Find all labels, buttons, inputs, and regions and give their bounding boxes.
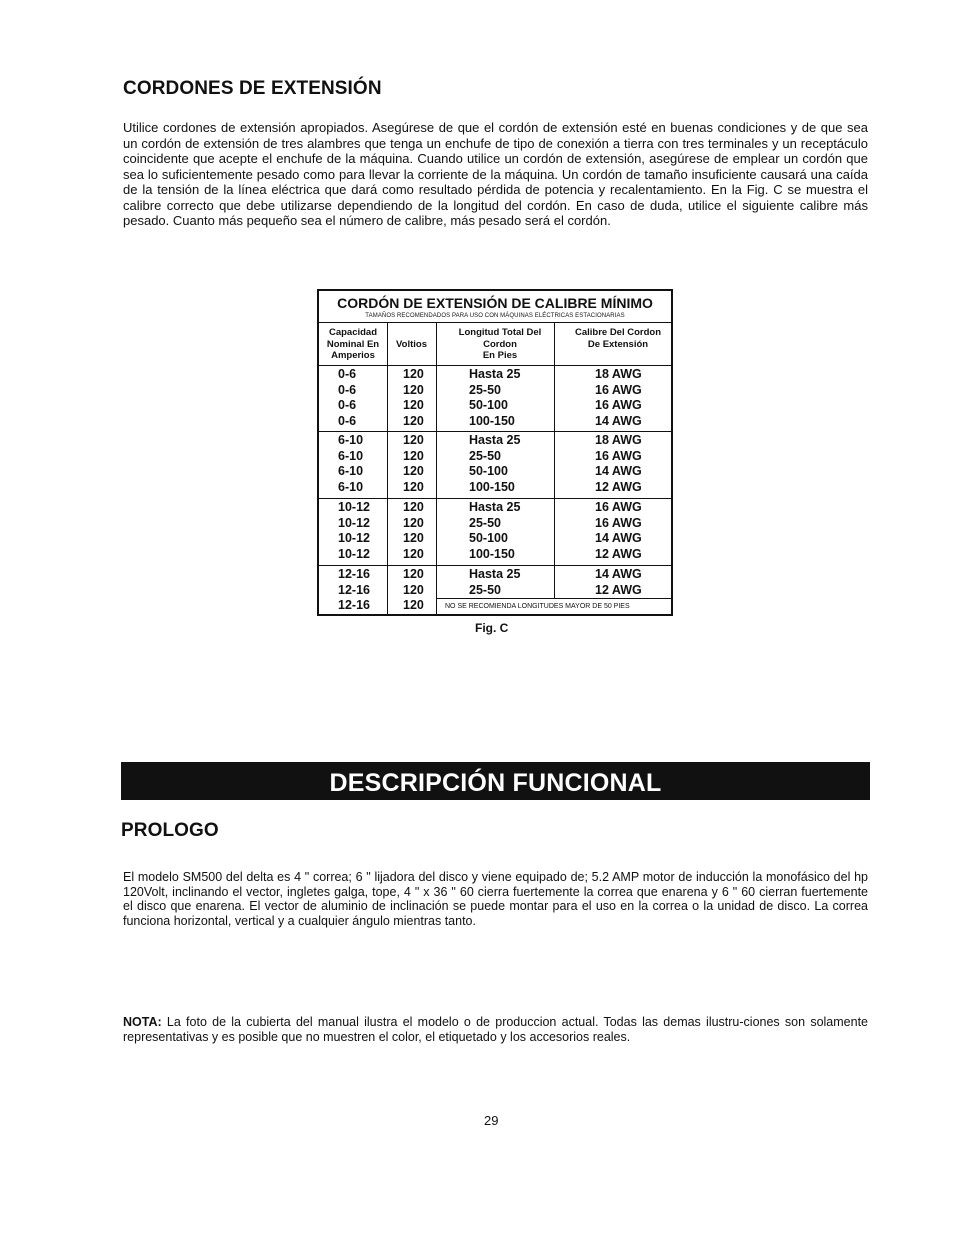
volts-group-0: 120 120 120 120 (403, 367, 424, 429)
header-length: Longitud Total Del Cordon En Pies (458, 327, 542, 361)
section-heading-extension: CORDONES DE EXTENSIÓN (123, 78, 382, 99)
volts-group-3: 120 120 120 (403, 567, 424, 613)
amps-group-2: 10-12 10-12 10-12 10-12 (338, 500, 370, 562)
table-column-divider (436, 322, 437, 616)
nota-text: La foto de la cubierta del manual ilustra el modelo o de produccion actual. Todas las demas ilustru-ciones son solamente representativas y es posible que no muestren el color, el etiquetado y los accesorios reales. (123, 1015, 868, 1044)
table-divider (319, 565, 671, 566)
gauge-group-3: 14 AWG 12 AWG (595, 567, 642, 597)
header-gauge: Calibre Del Cordon De Extensión (574, 327, 662, 350)
table-divider (319, 322, 671, 323)
length-group-2: Hasta 25 25-50 50-100 100-150 (469, 500, 521, 562)
table-subtitle: TAMAÑOS RECOMENDADOS PARA USO CON MÁQUINAS ELÉCTRICAS ESTACIONARIAS (365, 313, 625, 319)
header-capacity: Capacidad Nominal En Amperios (326, 327, 380, 361)
table-title: CORDÓN DE EXTENSIÓN DE CALIBRE MÍNIMO (337, 295, 653, 311)
extension-cord-table (317, 289, 673, 616)
table-column-divider (387, 322, 388, 616)
header-volts: Voltios (396, 339, 427, 350)
table-divider (319, 498, 671, 499)
amps-group-0: 0-6 0-6 0-6 0-6 (338, 367, 357, 429)
table-divider (319, 365, 671, 366)
figure-caption: Fig. C (475, 621, 509, 635)
prologo-paragraph: El modelo SM500 del delta es 4 " correa; 6 " lijadora del disco y viene equipado de; 5.2 AMP motor de inducción la monofásico del hp 120Volt, inclinando el vector, ingletes galga, tope, 4 " x 36 " 60 cierra fuertemente la correa que enarena y 6 " 60 cierran fuertemente el disco que enarena. El vector de aluminio de inclinación se puede montar para el uso en la correa o la unidad de disco. La correa funciona horizontal, vertical y a cualquier ángulo mientras tanto. (123, 870, 868, 928)
length-group-0: Hasta 25 25-50 50-100 100-150 (469, 367, 521, 429)
volts-group-1: 120 120 120 120 (403, 433, 424, 495)
nota-label: NOTA: (123, 1015, 162, 1029)
amps-group-1: 6-10 6-10 6-10 6-10 (338, 433, 364, 495)
table-column-divider (554, 322, 555, 598)
section-heading-prologo: PROLOGO (121, 820, 219, 841)
table-footnote: NO SE RECOMIENDA LONGITUDES MAYOR DE 50 PIES (445, 603, 630, 610)
length-group-3: Hasta 25 25-50 (469, 567, 521, 597)
table-divider (319, 431, 671, 432)
nota-paragraph (123, 1015, 868, 1044)
volts-group-2: 120 120 120 120 (403, 500, 424, 562)
extension-paragraph: Utilice cordones de extensión apropiados. Asegúrese de que el cordón de extensión esté en buenas condiciones y de que sea un cordón de extensión de tres alambres que tenga un enchufe de tipo de conexión a tierra con tres terminales y un receptáculo coincidente que acepte el enchufe de la máquina. Cuando utilice un cordón de extensión, asegúrese de emplear un cordón que sea lo suficientemente pesado como para llevar la corriente de la máquina. Un cordón de tamaño insuficiente causará una caída de la tensión de la línea eléctrica que dará como resultado pérdida de potencia y recalentamiento. En la Fig. C se muestra el calibre correcto que debe utilizarse dependiendo de la longitud del cordón. En caso de duda, utilice el siguiente calibre más pesado. Cuanto más pequeño sea el número de calibre, más pesado será el cordón. (123, 120, 868, 228)
length-group-1: Hasta 25 25-50 50-100 100-150 (469, 433, 521, 495)
gauge-group-1: 18 AWG 16 AWG 14 AWG 12 AWG (595, 433, 642, 495)
amps-group-3: 12-16 12-16 12-16 (338, 567, 370, 613)
page-number: 29 (484, 1113, 499, 1128)
gauge-group-2: 16 AWG 16 AWG 14 AWG 12 AWG (595, 500, 642, 562)
gauge-group-0: 18 AWG 16 AWG 16 AWG 14 AWG (595, 367, 642, 429)
section-banner: DESCRIPCIÓN FUNCIONAL (121, 762, 870, 800)
